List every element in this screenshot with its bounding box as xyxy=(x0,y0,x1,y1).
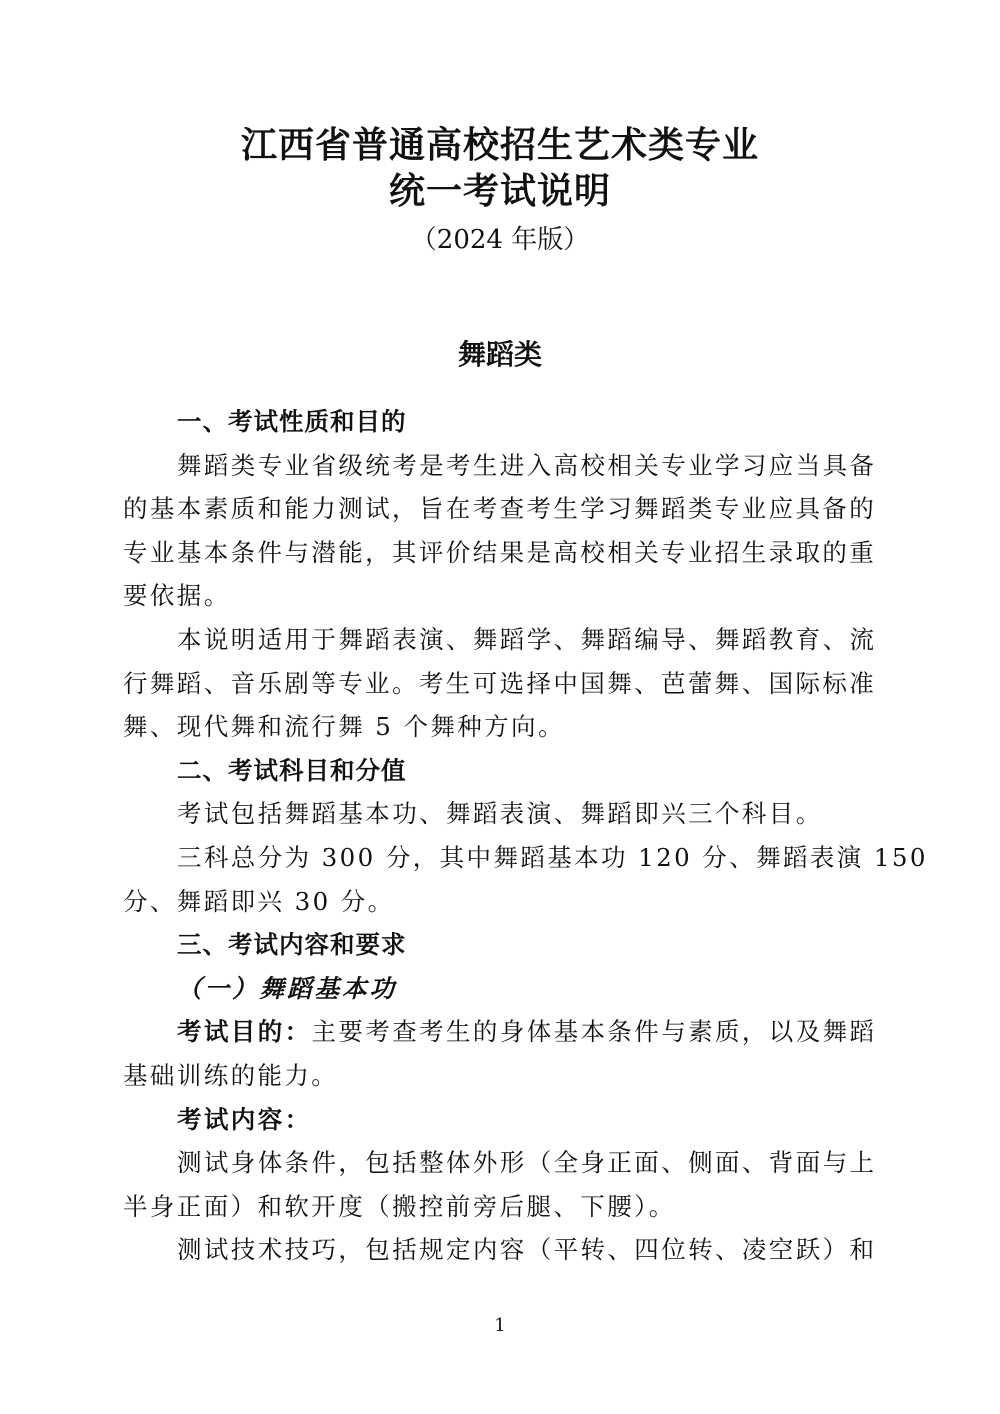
paragraph-1-line-2: 的基本素质和能力测试，旨在考查考生学习舞蹈类专业应具备的 xyxy=(123,494,877,524)
paragraph-4-line-2: 分、舞蹈即兴 30 分。 xyxy=(123,886,395,916)
paragraph-3-line-1: 考试包括舞蹈基本功、舞蹈表演、舞蹈即兴三个科目。 xyxy=(177,799,823,829)
subsection-1-heading: （一）舞蹈基本功 xyxy=(177,973,397,1003)
paragraph-2-line-2: 行舞蹈、音乐剧等专业。考生可选择中国舞、芭蕾舞、国际标准 xyxy=(123,668,877,698)
paragraph-1-line-1: 舞蹈类专业省级统考是考生进入高校相关专业学习应当具备 xyxy=(177,450,877,480)
edition-label: （2024 年版） xyxy=(410,225,590,255)
paragraph-4-line-1: 三科总分为 300 分，其中舞蹈基本功 120 分、舞蹈表演 150 xyxy=(177,842,928,872)
document-body xyxy=(123,400,928,1272)
section-3-heading: 三、考试内容和要求 xyxy=(177,930,407,960)
paragraph-2-line-3: 舞、现代舞和流行舞 5 个舞种方向。 xyxy=(123,712,565,742)
paragraph-7-line-2: 半身正面）和软开度（搬控前旁后腿、下腰）。 xyxy=(123,1191,676,1221)
paragraph-5-line-2: 基础训练的能力。 xyxy=(123,1060,339,1090)
page-number: 1 xyxy=(494,1315,506,1336)
paragraph-2-line-1: 本说明适用于舞蹈表演、舞蹈学、舞蹈编导、舞蹈教育、流 xyxy=(177,624,877,654)
exam-content-label: 考试内容： xyxy=(177,1104,312,1134)
exam-purpose-text: 主要考查考生的身体基本条件与素质，以及舞蹈 xyxy=(311,1017,877,1047)
section-1-heading: 一、考试性质和目的 xyxy=(177,407,407,436)
category-title: 舞蹈类 xyxy=(457,338,542,372)
paragraph-8-line-1: 测试技术技巧，包括规定内容（平转、四位转、凌空跃）和 xyxy=(177,1235,877,1265)
paragraph-7-line-1: 测试身体条件，包括整体外形（全身正面、侧面、背面与上 xyxy=(177,1148,877,1178)
paragraph-5-line-1 xyxy=(123,1010,879,1054)
section-2-heading: 二、考试科目和分值 xyxy=(177,755,407,785)
document-title-line-2: 统一考试说明 xyxy=(388,171,611,212)
paragraph-1-line-4: 要依据。 xyxy=(123,581,231,611)
paragraph-1-line-3: 专业基本条件与潜能，其评价结果是高校相关专业招生录取的重 xyxy=(123,537,877,567)
exam-purpose-label: 考试目的： xyxy=(177,1017,312,1047)
document-title-line-1: 江西省普通高校招生艺术类专业 xyxy=(240,125,759,166)
